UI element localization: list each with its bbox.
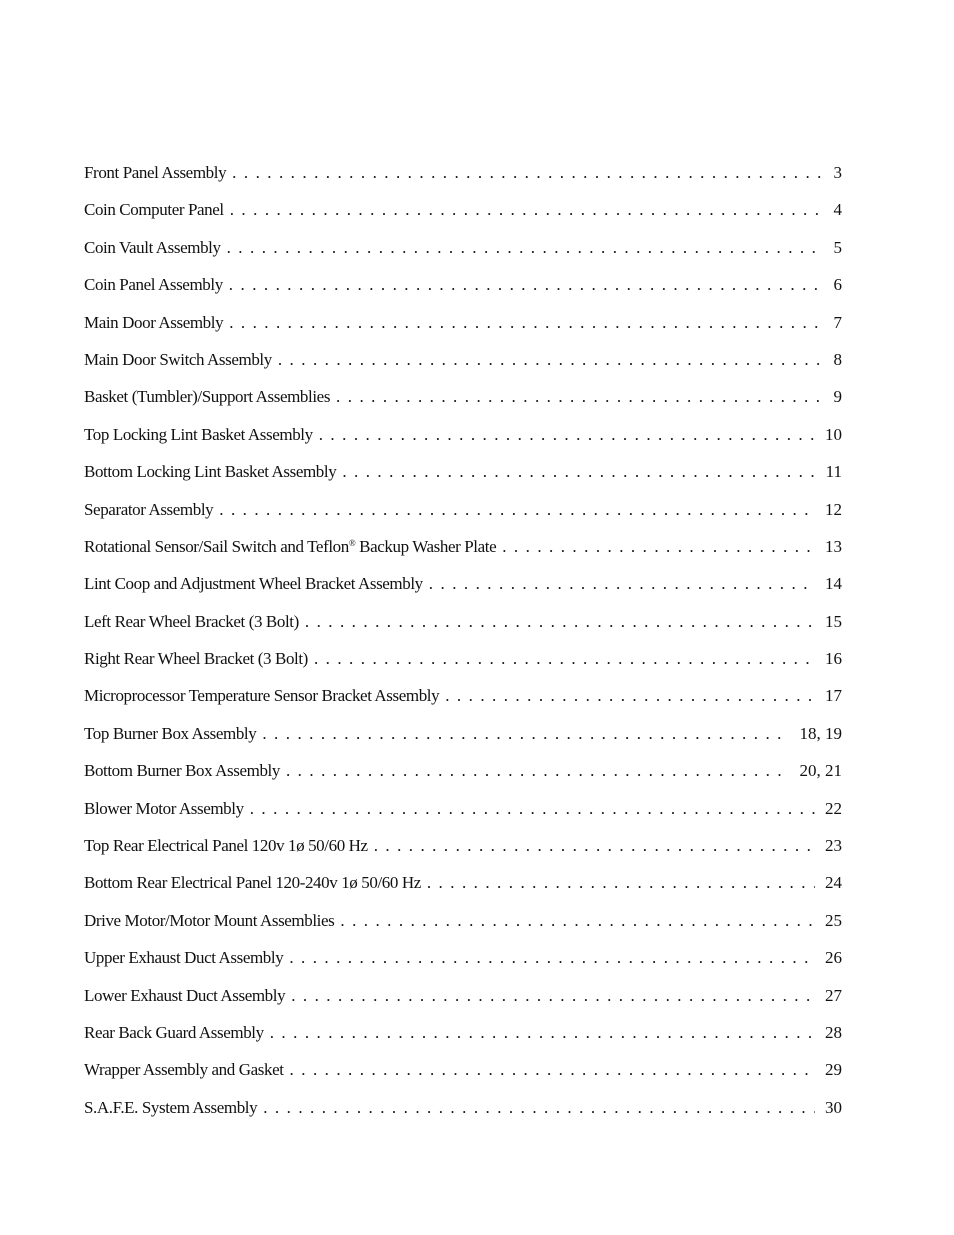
- dot-leader: [270, 1018, 815, 1048]
- dot-leader: [263, 1093, 815, 1123]
- toc-entry[interactable]: [84, 420, 842, 457]
- dot-leader: [427, 868, 815, 898]
- toc-entry[interactable]: [84, 382, 842, 419]
- toc-entry-page: 8: [833, 349, 842, 369]
- dot-leader: [232, 158, 823, 188]
- dot-leader: [219, 495, 815, 525]
- dot-leader: [278, 345, 824, 375]
- toc-entry[interactable]: [84, 457, 842, 494]
- dot-leader: [229, 270, 824, 300]
- toc-entry-title-part: Rotational Sensor/Sail Switch and Teflon: [84, 536, 349, 556]
- dot-leader: [230, 195, 824, 225]
- toc-entry-title: S.A.F.E. System Assembly: [84, 1097, 258, 1117]
- toc-entry-page: 12: [825, 499, 842, 519]
- toc-entry-page: 15: [825, 611, 842, 631]
- toc-entry-page: 7: [833, 312, 842, 332]
- toc-entry-title: Top Locking Lint Basket Assembly: [84, 424, 313, 444]
- toc-entry[interactable]: [84, 1093, 842, 1130]
- toc-entry-title: Microprocessor Temperature Sensor Bracket Assembly: [84, 686, 440, 706]
- toc-entry-title: Coin Vault Assembly: [84, 237, 221, 257]
- toc-entry-title: Right Rear Wheel Bracket (3 Bolt): [84, 649, 308, 669]
- toc-entry[interactable]: [84, 868, 842, 905]
- toc-entry-title: Bottom Burner Box Assembly: [84, 761, 280, 781]
- toc-entry-page: 27: [825, 985, 842, 1005]
- toc-entry-page: 28: [825, 1022, 842, 1042]
- toc-entry[interactable]: [84, 681, 842, 718]
- toc-entry-title: Top Rear Electrical Panel 120v 1ø 50/60 Hz: [84, 836, 368, 856]
- toc-entry[interactable]: [84, 644, 842, 681]
- toc-entry-title: Main Door Assembly: [84, 312, 224, 332]
- dot-leader: [229, 308, 823, 338]
- dot-leader: [290, 1055, 815, 1085]
- dot-leader: [286, 756, 790, 786]
- dot-leader: [340, 906, 815, 936]
- toc-entry-title-part: Backup Washer Plate: [355, 536, 497, 556]
- toc-entry-page: 23: [825, 836, 842, 856]
- toc-entry[interactable]: [84, 270, 842, 307]
- toc-entry-page: 5: [833, 237, 842, 257]
- toc-entry-title: Front Panel Assembly: [84, 163, 227, 182]
- toc-entry-title: Top Burner Box Assembly: [84, 723, 257, 743]
- toc-entry-title: Lower Exhaust Duct Assembly: [84, 985, 286, 1005]
- toc-entry-page: 24: [825, 873, 842, 893]
- toc-entry-page: 22: [825, 798, 842, 818]
- toc-entry[interactable]: [84, 719, 842, 756]
- dot-leader: [374, 831, 815, 861]
- toc-entry[interactable]: [84, 308, 842, 345]
- toc-entry-page: 18, 19: [799, 723, 842, 743]
- dot-leader: [250, 794, 815, 824]
- toc-entry-page: 6: [833, 275, 842, 295]
- dot-leader: [429, 569, 815, 599]
- toc-entry-title: Rear Back Guard Assembly: [84, 1022, 264, 1042]
- toc-entry-title: Coin Computer Panel: [84, 200, 224, 220]
- toc-entry[interactable]: [84, 345, 842, 382]
- toc-entry[interactable]: [84, 233, 842, 270]
- toc-entry-page: 14: [825, 574, 842, 594]
- toc-entry[interactable]: [84, 756, 842, 793]
- toc-entry-page: 26: [825, 948, 842, 968]
- registered-mark: ®: [348, 537, 356, 548]
- toc-entry[interactable]: [84, 569, 842, 606]
- toc-entry-page: 4: [833, 200, 842, 220]
- toc-entry[interactable]: [84, 906, 842, 943]
- toc-entry-title: Coin Panel Assembly: [84, 275, 223, 295]
- toc-entry[interactable]: [84, 607, 842, 644]
- dot-leader: [336, 382, 823, 412]
- toc-entry[interactable]: [84, 981, 842, 1018]
- toc-entry-title: Lint Coop and Adjustment Wheel Bracket Assembly: [84, 574, 423, 594]
- toc-entry-page: 25: [825, 910, 842, 930]
- toc-entry[interactable]: [84, 1055, 842, 1092]
- dot-leader: [227, 233, 824, 263]
- toc-entry[interactable]: [84, 195, 842, 232]
- toc-entry-title: Wrapper Assembly and Gasket: [84, 1060, 284, 1080]
- toc-entry[interactable]: [84, 158, 842, 195]
- toc-entry-title: Blower Motor Assembly: [84, 798, 244, 818]
- dot-leader: [314, 644, 815, 674]
- toc-entry-page: 17: [825, 686, 842, 706]
- toc-entry-page: 11: [825, 462, 842, 482]
- toc-entry-page: 9: [833, 387, 842, 407]
- toc-entry[interactable]: [84, 1018, 842, 1055]
- toc-entry[interactable]: [84, 495, 842, 532]
- toc-entry[interactable]: [84, 943, 842, 980]
- dot-leader: [262, 719, 789, 749]
- table-of-contents: [84, 158, 842, 1130]
- toc-entry-title: Bottom Rear Electrical Panel 120-240v 1ø 50/60 Hz: [84, 873, 421, 893]
- toc-entry-title: [84, 532, 496, 562]
- dot-leader: [319, 420, 815, 450]
- toc-entry-title: Left Rear Wheel Bracket (3 Bolt): [84, 611, 299, 631]
- dot-leader: [305, 607, 815, 637]
- toc-entry-page: 29: [825, 1060, 842, 1080]
- dot-leader: [342, 457, 815, 487]
- dot-leader: [289, 943, 815, 973]
- toc-entry[interactable]: [84, 532, 842, 569]
- toc-entry-title: Main Door Switch Assembly: [84, 349, 272, 369]
- toc-entry-title: Separator Assembly: [84, 499, 214, 519]
- toc-entry-title: Bottom Locking Lint Basket Assembly: [84, 462, 337, 482]
- toc-entry-title: Upper Exhaust Duct Assembly: [84, 948, 284, 968]
- toc-entry-page: 3: [833, 163, 842, 182]
- dot-leader: [445, 681, 815, 711]
- toc-entry-title: Basket (Tumbler)/Support Assemblies: [84, 387, 331, 407]
- toc-entry[interactable]: [84, 831, 842, 868]
- toc-entry-title: Drive Motor/Motor Mount Assemblies: [84, 910, 335, 930]
- dot-leader: [502, 532, 815, 562]
- toc-entry-page: 20, 21: [799, 761, 842, 781]
- toc-entry-page: 10: [825, 424, 842, 444]
- dot-leader: [291, 981, 815, 1011]
- toc-entry[interactable]: [84, 794, 842, 831]
- toc-entry-page: 16: [825, 649, 842, 669]
- toc-entry-page: 13: [825, 536, 842, 556]
- toc-entry-page: 30: [825, 1097, 842, 1117]
